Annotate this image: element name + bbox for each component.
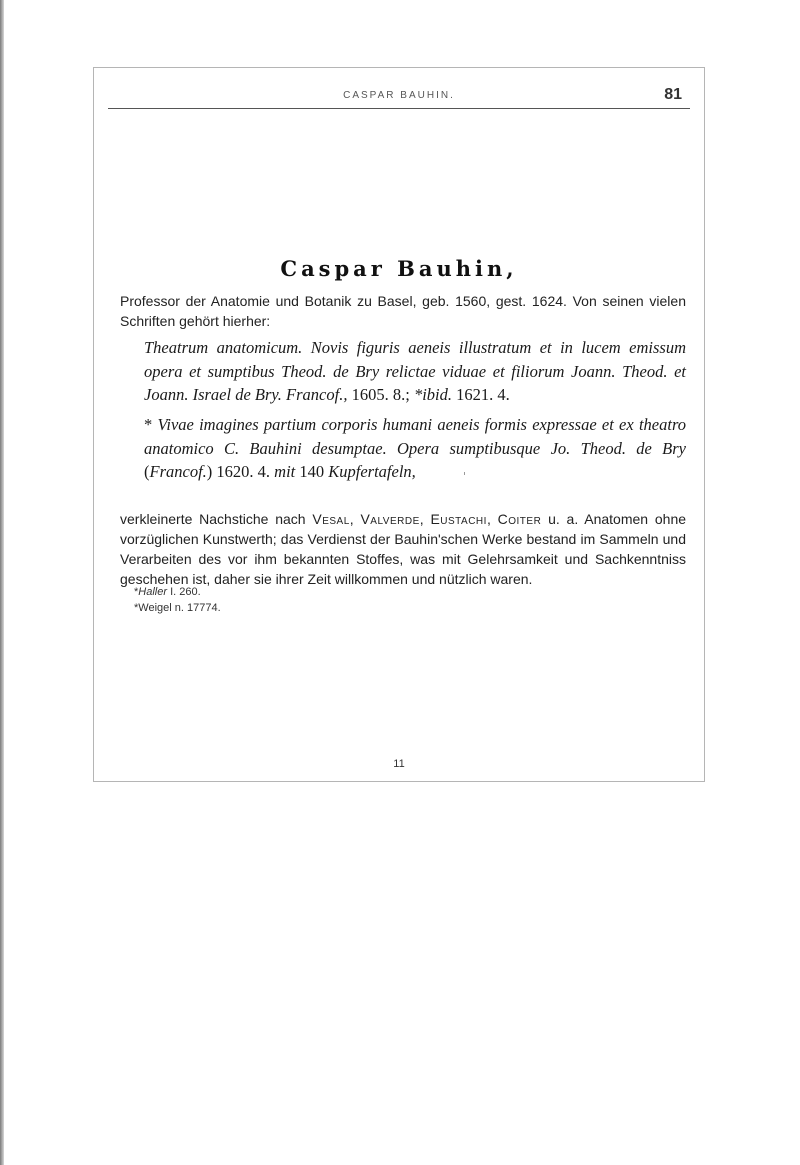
- entry-title: Vivae imagines partium corporis humani aeneis formis expressae et ex theatro anatomico C. Bauhini desumptae. Opera sumptibusque Jo. Theod. de Bry: [144, 415, 687, 458]
- footnotes: [134, 584, 221, 616]
- entry-star: *: [144, 415, 153, 434]
- description-part-1: verkleinerte Nachstiche nach: [120, 511, 306, 527]
- footnote-ref: I. 260.: [170, 586, 201, 598]
- margin-dot: [464, 472, 465, 475]
- name-coiter: Coiter: [497, 511, 542, 527]
- entry-place: [144, 462, 212, 481]
- footnote-ref: n. 17774.: [174, 602, 221, 614]
- entry-reprint-place: *ibid.: [413, 385, 452, 404]
- name-valverde: Valverde: [360, 511, 420, 527]
- footnote-author: Weigel: [138, 602, 172, 614]
- entry-imprint: 1605. 8.;: [351, 385, 410, 404]
- document-plate: [93, 67, 705, 782]
- description-part-2: u. a. Anatomen ohne vorzüglichen Kunstwerth; das Verdienst der Bauhin'schen Werke bestand im Sammeln und Verarbeiten des vor ihm bekannten Stoffes, was mit Gelehrsamkeit und Sachkenntniss geschehen ist, daher sie ihrer Zeit willkommen und nützlich waren.: [120, 511, 687, 587]
- page-number: 81: [664, 86, 682, 103]
- place-close: ): [206, 462, 213, 481]
- footnote-star: *: [134, 602, 139, 614]
- entry-extra: mit: [274, 462, 296, 481]
- intro-paragraph: Professor der Anatomie und Botanik zu Basel, geb. 1560, gest. 1624. Von seinen vielen Schriften gehört hierher:: [120, 293, 686, 329]
- bibliography-entry-theatrum: [120, 336, 686, 407]
- running-title: CASPAR BAUHIN.: [343, 90, 455, 101]
- footnote-haller: [134, 584, 221, 600]
- name-eustachi: Eustachi: [430, 511, 487, 527]
- place-name: Francof.: [149, 462, 207, 481]
- footnote-star: *: [134, 586, 139, 598]
- entry-imprint: 1620. 4.: [216, 462, 271, 481]
- bibliography-entry-vivae: [120, 413, 686, 484]
- entry-title: Theatrum anatomicum. Novis figuris aeneis illustratum et in lucem emissum opera et sumptibus Theod. de Bry relictae viduae et filiorum Joann. Theod. et Joann. Israel de Bry. Francof.,: [144, 338, 686, 404]
- entry-reprint-imprint: 1621. 4.: [456, 385, 510, 404]
- article-heading: Caspar Bauhin,: [280, 256, 518, 281]
- header-rule: [108, 108, 690, 109]
- entry-plates-count: 140: [299, 462, 325, 481]
- name-vesal: Vesal: [312, 511, 350, 527]
- entry-plates-label: Kupfertafeln,: [328, 462, 416, 481]
- footnote-author: Haller: [138, 586, 168, 598]
- description-paragraph: verkleinerte Nachstiche nach Vesal, Valverde, Eustachi, Coiter u. a. Anatomen ohne vorzüglichen Kunstwerth; das Verdienst der Bauhin'schen Werke bestand im Sammeln und Verarbeiten des vor ihm bekannten Stoffes, was mit Gelehrsamkeit und Sachkenntniss geschehen ist, daher sie ihrer Zeit willkommen und nützlich waren.: [120, 511, 687, 587]
- plate-number: 11: [393, 758, 405, 770]
- footnote-weigel: [134, 600, 221, 616]
- page-edge: [0, 0, 4, 1165]
- place-open: (: [144, 462, 150, 481]
